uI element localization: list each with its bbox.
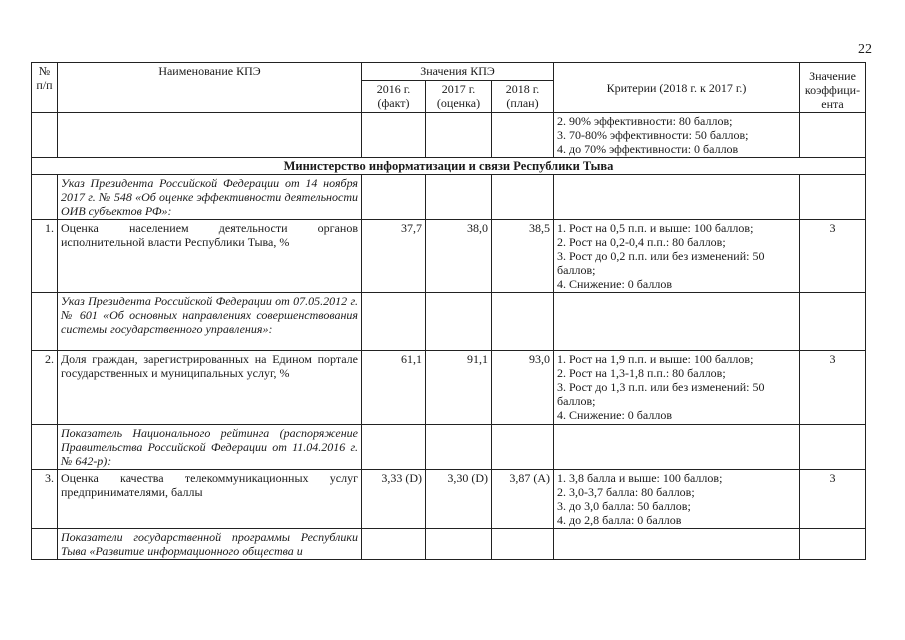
header-values: Значения КПЭ — [362, 63, 554, 81]
criteria-line: 3. Рост до 0,2 п.п. или без изменений: 50 баллов; — [557, 249, 765, 277]
table-row — [32, 351, 866, 425]
header-2018: 2018 г. (план) — [492, 81, 554, 113]
criteria — [554, 351, 800, 425]
criteria-line: 1. Рост на 0,5 п.п. и выше: 100 баллов; — [557, 221, 754, 235]
source-text: Показатель Национального рейтинга (распоряжение Правительства Российской Федерации от 11.04.2016 г. № 642-р): — [58, 425, 362, 470]
value-2016: 37,7 — [362, 220, 426, 293]
criteria-line: 2. Рост на 1,3-1,8 п.п.: 80 баллов; — [557, 366, 726, 380]
header-num: № п/п — [32, 63, 58, 113]
criteria-line: 3. 70-80% эффективности: 50 баллов; — [557, 128, 749, 142]
row-number: 1. — [32, 220, 58, 293]
criteria-line: 4. Снижение: 0 баллов — [557, 277, 672, 291]
coefficient: 3 — [800, 470, 866, 529]
criteria-line: 4. до 70% эффективности: 0 баллов — [557, 142, 739, 156]
criteria-line: 2. 3,0-3,7 балла: 80 баллов; — [557, 485, 695, 499]
coefficient: 3 — [800, 351, 866, 425]
criteria-line: 3. Рост до 1,3 п.п. или без изменений: 50 баллов; — [557, 380, 765, 408]
value-2016: 3,33 (D) — [362, 470, 426, 529]
criteria-line: 1. 3,8 балла и выше: 100 баллов; — [557, 471, 723, 485]
kpi-name: Оценка населением деятельности органов исполнительной власти Республики Тыва, % — [58, 220, 362, 293]
coefficient: 3 — [800, 220, 866, 293]
kpi-name: Оценка качества телекоммуникационных услуг предпринимателями, баллы — [58, 470, 362, 529]
header-2017: 2017 г. (оценка) — [426, 81, 492, 113]
header-coefficient: Значение коэффици-ента — [800, 63, 866, 113]
value-2018: 3,87 (A) — [492, 470, 554, 529]
page-number: 22 — [858, 42, 872, 57]
continued-criteria — [554, 113, 800, 158]
criteria-line: 2. Рост на 0,2-0,4 п.п.: 80 баллов; — [557, 235, 726, 249]
value-2017: 38,0 — [426, 220, 492, 293]
criteria — [554, 470, 800, 529]
criteria-line: 3. до 3,0 балла: 50 баллов; — [557, 499, 691, 513]
continued-row — [32, 113, 866, 158]
source-text: Указ Президента Российской Федерации от 14 ноября 2017 г. № 548 «Об оценке эффективности деятельности ОИВ субъектов РФ»: — [58, 175, 362, 220]
criteria — [554, 220, 800, 293]
row-number: 2. — [32, 351, 58, 425]
table-row — [32, 220, 866, 293]
value-2018: 38,5 — [492, 220, 554, 293]
section-title: Министерство информатизации и связи Республики Тыва — [32, 158, 866, 175]
value-2017: 3,30 (D) — [426, 470, 492, 529]
source-text: Показатели государственной программы Республики Тыва «Развитие информационного общества и — [58, 529, 362, 560]
section-row — [32, 158, 866, 175]
kpi-table — [31, 62, 866, 560]
source-row — [32, 529, 866, 560]
source-row — [32, 425, 866, 470]
criteria-line: 4. Снижение: 0 баллов — [557, 408, 672, 422]
criteria-line: 2. 90% эффективности: 80 баллов; — [557, 114, 733, 128]
source-text: Указ Президента Российской Федерации от 07.05.2012 г. № 601 «Об основных направлениях совершенствования системы государственного управления»: — [58, 293, 362, 351]
header-row-1 — [32, 63, 866, 81]
kpi-name: Доля граждан, зарегистрированных на Едином портале государственных и муниципальных услуг, % — [58, 351, 362, 425]
source-row — [32, 175, 866, 220]
source-row — [32, 293, 866, 351]
header-criteria: Критерии (2018 г. к 2017 г.) — [554, 63, 800, 113]
criteria-line: 4. до 2,8 балла: 0 баллов — [557, 513, 682, 527]
criteria-line: 1. Рост на 1,9 п.п. и выше: 100 баллов; — [557, 352, 754, 366]
row-number: 3. — [32, 470, 58, 529]
value-2018: 93,0 — [492, 351, 554, 425]
table-row — [32, 470, 866, 529]
header-name: Наименование КПЭ — [58, 63, 362, 113]
value-2017: 91,1 — [426, 351, 492, 425]
header-2016: 2016 г. (факт) — [362, 81, 426, 113]
value-2016: 61,1 — [362, 351, 426, 425]
